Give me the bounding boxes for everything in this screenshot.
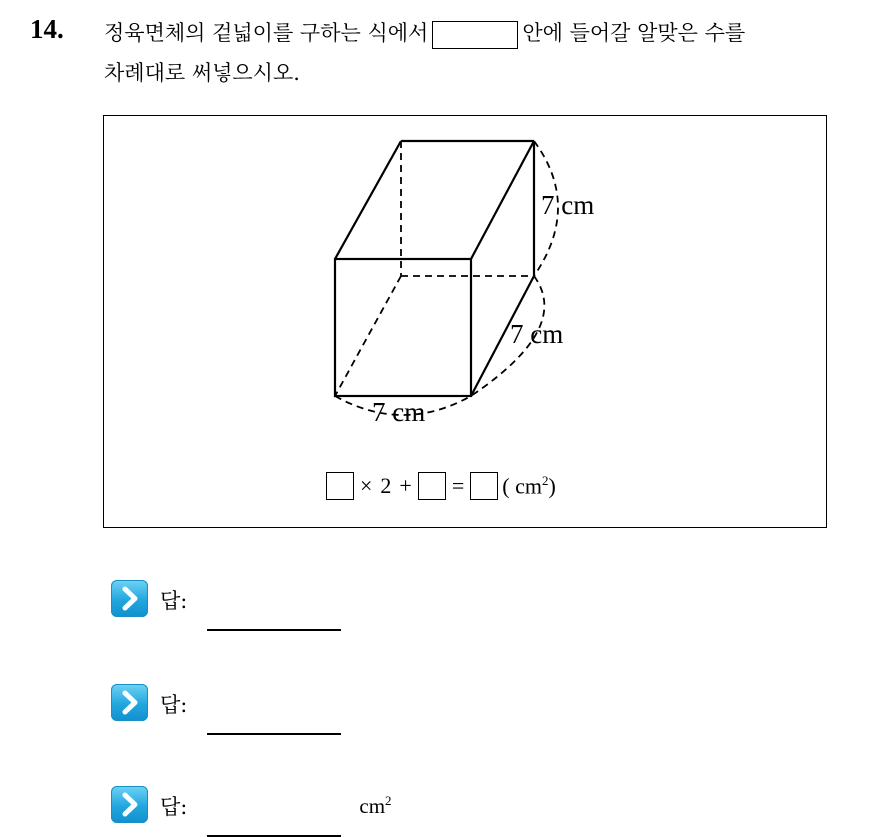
plus-sign: + [399,473,412,498]
answer-label: 답: [160,693,188,717]
answer-label: 답: [160,795,188,819]
formula-blank-1 [326,472,354,500]
answer-input-line[interactable] [207,627,341,631]
cube-hidden-diagonal [335,276,401,396]
cube-diagram [104,116,828,529]
question-line-2: 차례대로 써넣으시오. [104,61,300,85]
answer-row-2 [111,684,341,721]
answer-label: 답: [160,589,188,613]
figure-frame [103,115,827,528]
answer-unit-sup: 2 [385,793,392,808]
chevron-right-icon [111,786,148,823]
formula-unit-open: ( cm [502,473,542,499]
cube-top-right-edge [471,141,534,259]
surface-area-formula [326,472,556,500]
formula-blank-3 [470,472,498,500]
depth-label: 7 cm [510,319,564,349]
question-text-part2: 안에 들어갈 알맞은 수를 [522,21,746,45]
question-text-part1: 정육면체의 겉넓이를 구하는 식에서 [104,21,429,45]
formula-blank-2 [418,472,446,500]
answer-input-line[interactable] [207,833,341,837]
answer-unit-text: cm [359,794,386,818]
blank-placeholder-box [432,21,518,49]
chevron-right-icon [111,684,148,721]
answer-row-1 [111,580,341,617]
multiplier: 2 [380,473,392,498]
cube-front-face [335,259,471,396]
question-number: 14. [30,14,64,44]
formula-unit-close: ) [548,473,556,499]
height-label: 7 cm [541,190,595,220]
times-sign: × [360,473,373,498]
formula-unit-sup: 2 [541,472,549,488]
answer-input-line[interactable] [207,731,341,735]
answer-unit [359,793,391,819]
question-line-1 [104,18,745,49]
width-label: 7 cm [372,397,426,427]
formula-unit [502,473,556,499]
answer-row-3 [111,786,392,823]
chevron-right-icon [111,580,148,617]
equals-sign: = [451,473,465,498]
cube-top-left-edge [335,141,401,259]
